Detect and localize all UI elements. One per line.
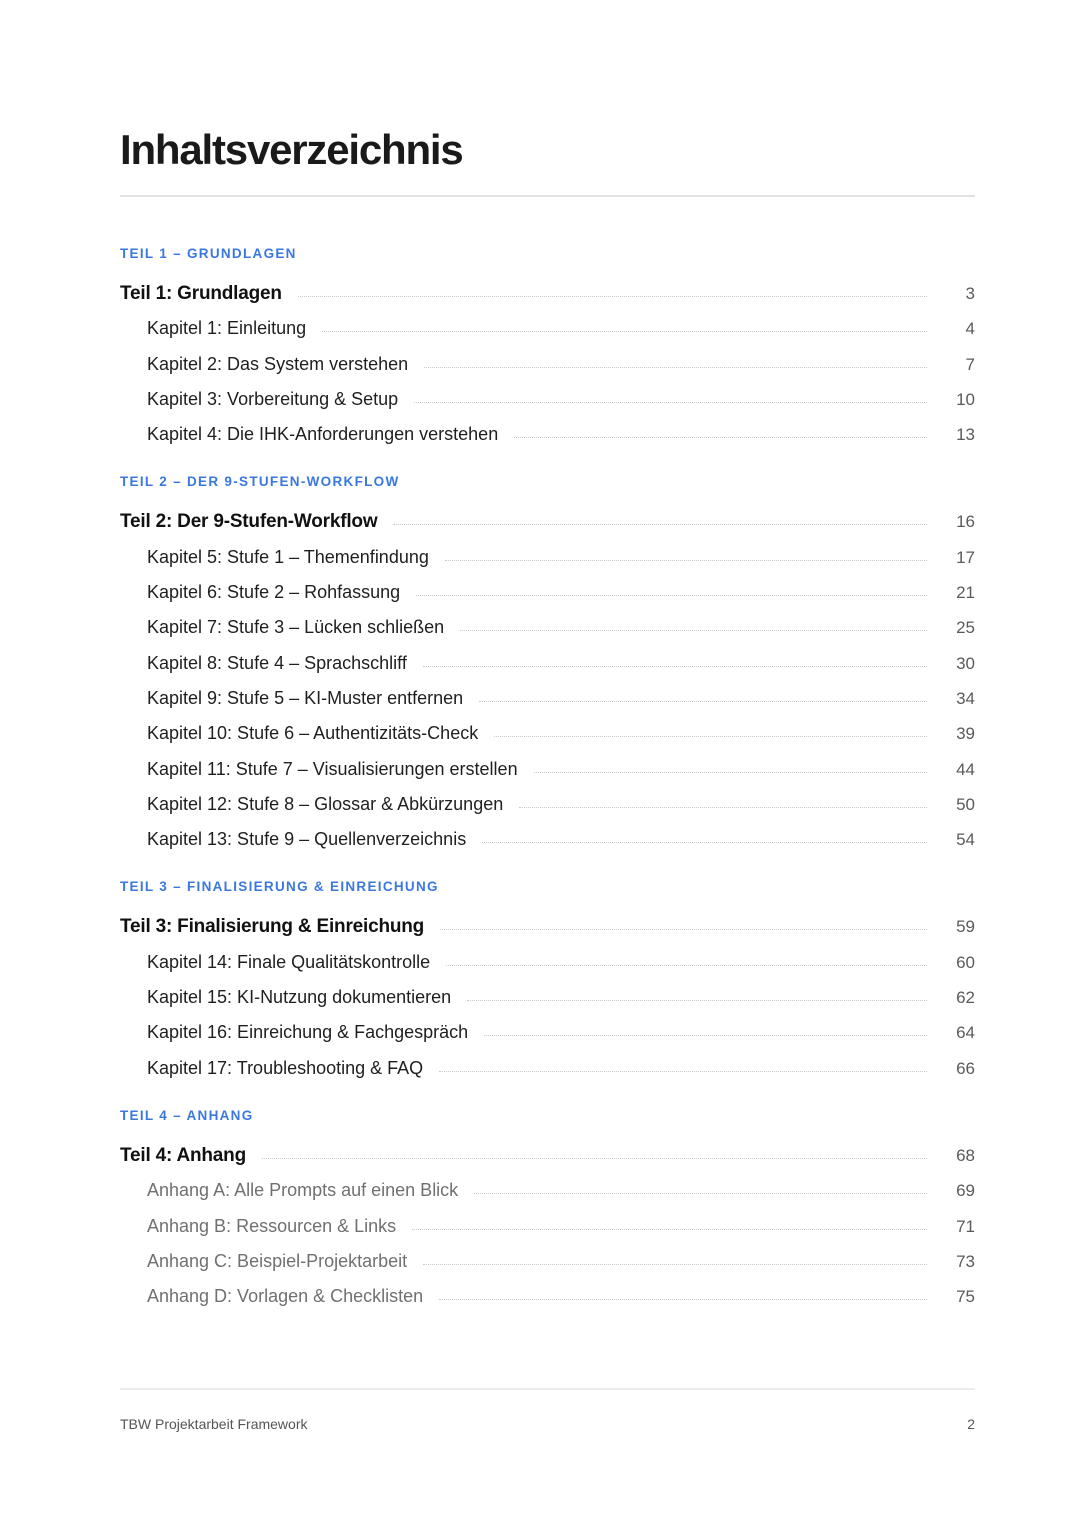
entry-page-number: 7 <box>965 354 975 374</box>
entry-page-number: 60 <box>956 952 975 972</box>
page-title: Inhaltsverzeichnis <box>120 126 463 173</box>
dot-leader <box>423 666 927 667</box>
entry-title: Kapitel 5: Stufe 1 – Themenfindung <box>147 546 429 567</box>
entry-title: Kapitel 7: Stufe 3 – Lücken schließen <box>147 617 445 638</box>
entry-title: Kapitel 2: Das System verstehen <box>147 353 409 374</box>
toc-chapter-entry[interactable] <box>120 1015 975 1050</box>
dot-leader <box>439 1071 927 1072</box>
entry-page-number: 16 <box>956 512 975 532</box>
toc-section-teil-4 <box>120 1103 975 1314</box>
dot-leader <box>479 701 927 702</box>
dot-leader <box>424 367 927 368</box>
entry-title: Kapitel 10: Stufe 6 – Authentizitäts-Check <box>147 723 479 744</box>
dot-leader <box>416 595 927 596</box>
entry-title: Teil 3: Finalisierung & Einreichung <box>120 916 425 938</box>
entry-title: Kapitel 3: Vorbereitung & Setup <box>147 388 399 409</box>
entry-title: Kapitel 16: Einreichung & Fachgespräch <box>147 1022 469 1043</box>
entry-title: Kapitel 12: Stufe 8 – Glossar & Abkürzungen <box>147 793 504 814</box>
toc-part-entry[interactable] <box>120 1138 975 1173</box>
entry-title: Kapitel 17: Troubleshooting & FAQ <box>147 1057 424 1078</box>
toc-chapter-entry[interactable] <box>120 822 975 857</box>
dot-leader <box>514 437 927 438</box>
entry-title: Kapitel 11: Stufe 7 – Visualisierungen erstellen <box>147 758 518 779</box>
toc-chapter-entry[interactable] <box>120 347 975 382</box>
toc-chapter-entry[interactable] <box>120 575 975 610</box>
section-label: TEIL 3 – FINALISIERUNG & EINREICHUNG <box>120 879 439 895</box>
entry-page-number: 71 <box>956 1216 975 1236</box>
dot-leader <box>440 929 927 930</box>
entry-page-number: 3 <box>965 284 975 303</box>
dot-leader <box>412 1229 927 1230</box>
entry-title: Teil 2: Der 9-Stufen-Workflow <box>120 511 378 533</box>
entry-title: Kapitel 8: Stufe 4 – Sprachschliff <box>147 652 407 673</box>
footer-divider <box>120 1388 975 1390</box>
dot-leader <box>534 772 927 773</box>
footer-page-number: 2 <box>967 1416 975 1432</box>
entry-title: Kapitel 6: Stufe 2 – Rohfassung <box>147 582 401 603</box>
entry-page-number: 17 <box>956 547 975 567</box>
toc-chapter-entry[interactable] <box>120 311 975 346</box>
dot-leader <box>423 1264 927 1265</box>
dot-leader <box>474 1193 927 1194</box>
page-footer <box>120 1416 975 1432</box>
entry-title: Anhang C: Beispiel-Projektarbeit <box>147 1250 408 1271</box>
entry-title: Teil 4: Anhang <box>120 1144 246 1166</box>
toc-chapter-entry[interactable] <box>120 681 975 716</box>
dot-leader <box>460 630 927 631</box>
dot-leader <box>262 1158 927 1159</box>
entry-page-number: 73 <box>956 1251 975 1271</box>
toc-appendix-entry[interactable] <box>120 1173 975 1208</box>
toc-section-teil-3 <box>120 874 975 1085</box>
dot-leader <box>439 1299 927 1300</box>
entry-page-number: 30 <box>956 653 975 673</box>
toc-chapter-entry[interactable] <box>120 787 975 822</box>
dot-leader <box>322 331 927 332</box>
toc-chapter-entry[interactable] <box>120 646 975 681</box>
entry-page-number: 34 <box>956 688 975 708</box>
entry-page-number: 39 <box>956 724 975 744</box>
dot-leader <box>484 1035 927 1036</box>
title-divider <box>120 195 975 197</box>
dot-leader <box>519 807 927 808</box>
toc-chapter-entry[interactable] <box>120 945 975 980</box>
entry-page-number: 13 <box>956 425 975 445</box>
entry-title: Anhang B: Ressourcen & Links <box>147 1215 397 1236</box>
entry-page-number: 4 <box>965 319 975 339</box>
entry-page-number: 21 <box>956 583 975 603</box>
toc-appendix-entry[interactable] <box>120 1244 975 1279</box>
toc-part-entry[interactable] <box>120 504 975 539</box>
entry-page-number: 44 <box>956 759 975 779</box>
toc-chapter-entry[interactable] <box>120 752 975 787</box>
entry-title: Teil 1: Grundlagen <box>120 283 282 304</box>
entry-page-number: 64 <box>956 1023 975 1043</box>
entry-page-number: 66 <box>956 1058 975 1078</box>
entry-title: Kapitel 9: Stufe 5 – KI-Muster entfernen <box>147 687 464 708</box>
entry-title: Kapitel 4: Die IHK-Anforderungen verstehen <box>147 424 499 445</box>
dot-leader <box>298 296 927 297</box>
entry-page-number: 68 <box>956 1145 975 1165</box>
dot-leader <box>467 1000 927 1001</box>
toc-chapter-entry[interactable] <box>120 417 975 452</box>
entry-title: Anhang D: Vorlagen & Checklisten <box>147 1286 424 1307</box>
entry-title: Kapitel 14: Finale Qualitätskontrolle <box>147 951 431 972</box>
entry-page-number: 62 <box>956 988 975 1008</box>
entry-title: Kapitel 1: Einleitung <box>147 318 307 339</box>
dot-leader <box>482 842 927 843</box>
toc-chapter-entry[interactable] <box>120 1051 975 1086</box>
entry-title: Kapitel 15: KI-Nutzung dokumentieren <box>147 987 452 1008</box>
toc-section-teil-1 <box>120 241 975 452</box>
dot-leader <box>414 402 927 403</box>
entry-page-number: 10 <box>956 389 975 409</box>
section-label: TEIL 1 – GRUNDLAGEN <box>120 246 297 261</box>
toc-section-teil-2 <box>120 469 975 857</box>
toc-appendix-entry[interactable] <box>120 1279 975 1314</box>
table-of-contents <box>120 241 975 1331</box>
section-label: TEIL 2 – DER 9-STUFEN-WORKFLOW <box>120 474 400 490</box>
toc-chapter-entry[interactable] <box>120 716 975 751</box>
toc-chapter-entry[interactable] <box>120 980 975 1015</box>
entry-title: Anhang A: Alle Prompts auf einen Blick <box>147 1180 459 1201</box>
entry-page-number: 50 <box>956 794 975 814</box>
entry-page-number: 75 <box>956 1287 975 1307</box>
toc-appendix-entry[interactable] <box>120 1209 975 1244</box>
entry-title: Kapitel 13: Stufe 9 – Quellenverzeichnis <box>147 829 467 850</box>
section-label: TEIL 4 – ANHANG <box>120 1107 254 1123</box>
toc-chapter-entry[interactable] <box>120 382 975 417</box>
entry-page-number: 54 <box>956 830 975 850</box>
entry-page-number: 25 <box>956 618 975 638</box>
dot-leader <box>494 736 927 737</box>
dot-leader <box>446 965 927 966</box>
entry-page-number: 59 <box>956 917 975 937</box>
dot-leader <box>393 524 927 525</box>
toc-part-entry[interactable] <box>120 909 975 944</box>
toc-part-entry[interactable] <box>120 276 975 311</box>
toc-chapter-entry[interactable] <box>120 540 975 575</box>
toc-chapter-entry[interactable] <box>120 610 975 645</box>
entry-page-number: 69 <box>956 1181 975 1201</box>
footer-document-name: TBW Projektarbeit Framework <box>120 1416 308 1432</box>
dot-leader <box>445 560 927 561</box>
